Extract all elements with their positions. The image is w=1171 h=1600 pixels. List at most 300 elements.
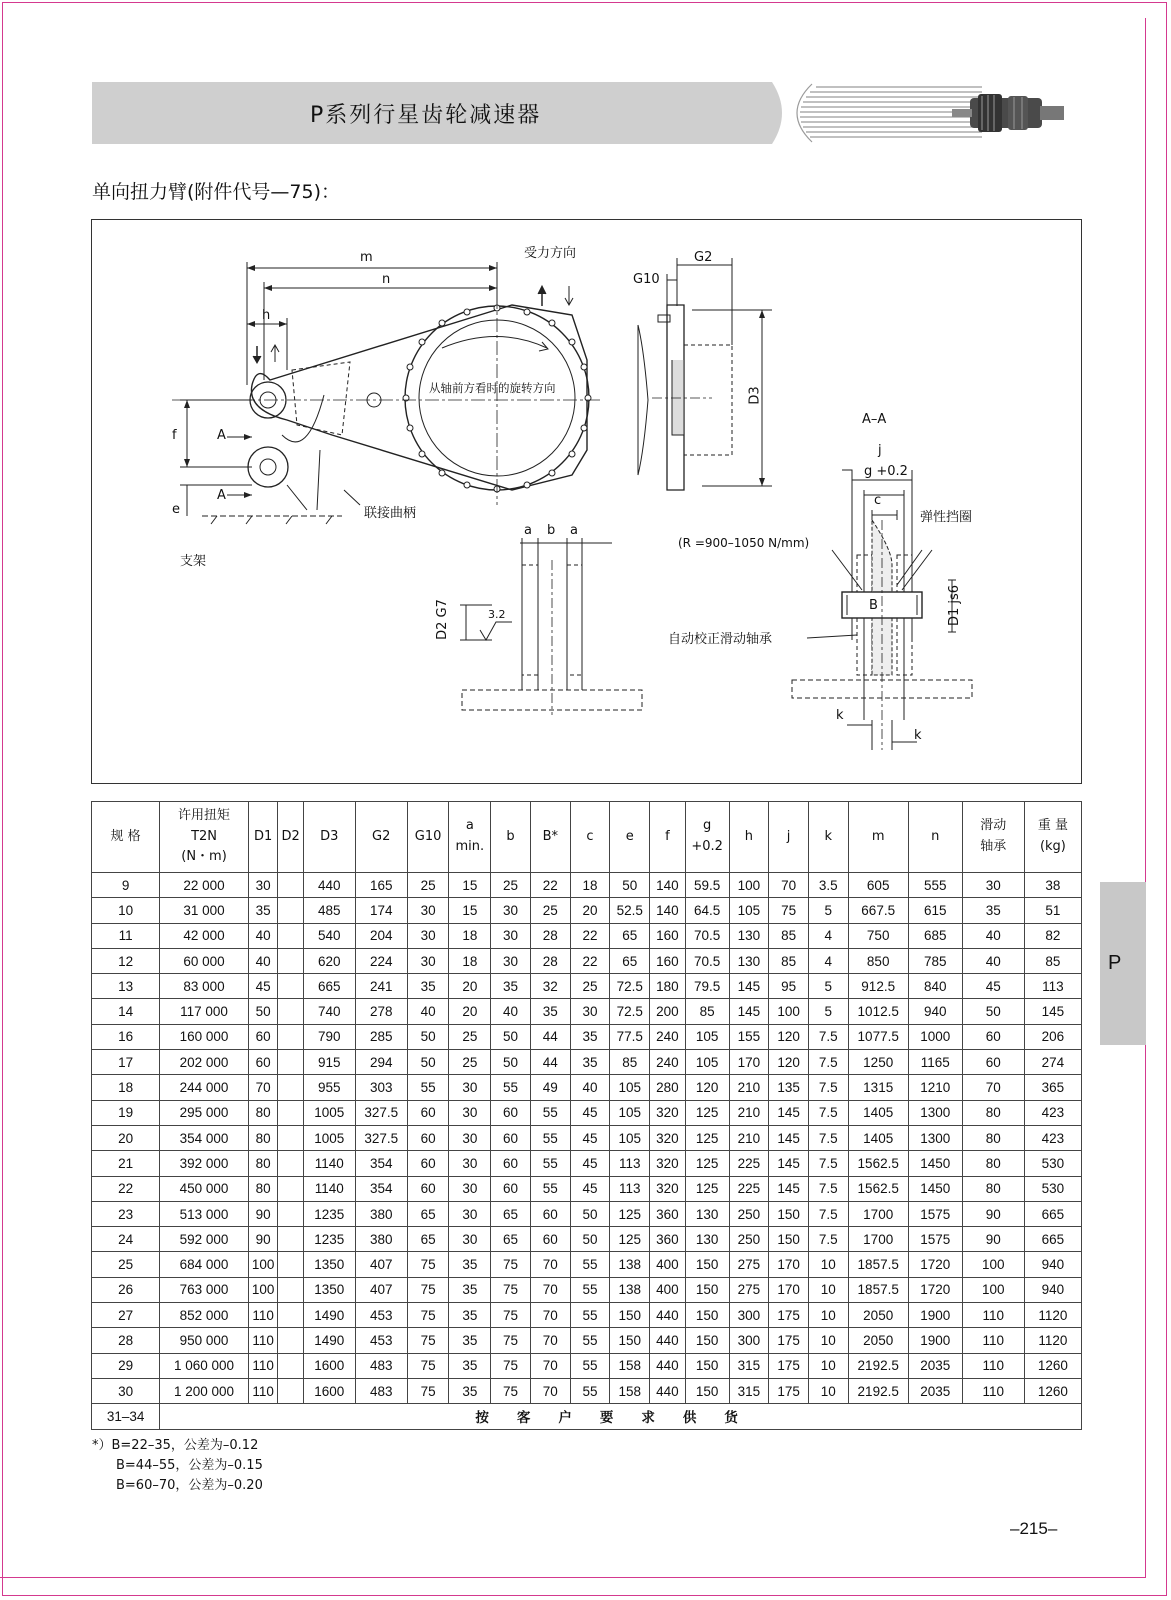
table-cell: 60 [491,1100,531,1125]
table-cell: 55 [570,1328,610,1353]
table-cell: 32 [530,974,570,999]
technical-drawing [91,219,1082,784]
table-cell: 174 [355,898,407,923]
force-direction-label: 受力方向 [524,246,577,261]
table-cell: 120 [685,1075,729,1100]
table-cell: 75 [407,1378,449,1403]
table-cell: 50 [610,873,650,898]
table-cell [278,1277,303,1302]
table-cell: 1562.5 [848,1176,908,1201]
table-cell: 1350 [303,1252,355,1277]
table-cell: 160 [650,948,686,973]
dim-j: j [878,443,882,458]
table-cell: 1210 [908,1075,962,1100]
table-cell: 40 [491,999,531,1024]
table-cell: 852 000 [160,1303,249,1328]
table-cell: 125 [685,1151,729,1176]
table-cell: 22 [570,923,610,948]
table-cell: 365 [1024,1075,1081,1100]
table-cell [278,1353,303,1378]
table-cell: 25 [570,974,610,999]
table-cell [278,1075,303,1100]
table-cell: 125 [685,1176,729,1201]
table-cell: 850 [848,948,908,973]
table-cell: 30 [570,999,610,1024]
table-cell: 125 [610,1227,650,1252]
table-cell: 1005 [303,1125,355,1150]
table-cell: 150 [685,1252,729,1277]
table-cell: 240 [650,1024,686,1049]
table-cell: 44 [530,1050,570,1075]
table-cell: 25 [449,1024,491,1049]
dim-e: e [172,502,180,517]
table-cell: 1490 [303,1303,355,1328]
table-cell: 5 [808,898,848,923]
table-cell: 300 [729,1328,769,1353]
table-cell: 85 [1024,948,1081,973]
table-cell: 785 [908,948,962,973]
table-cell: 24 [92,1227,160,1252]
table-cell: 80 [248,1100,278,1125]
table-cell: 35 [449,1252,491,1277]
table-cell: 22 [530,873,570,898]
table-cell: 175 [769,1328,809,1353]
table-cell: 483 [355,1353,407,1378]
table-cell: 25 [491,873,531,898]
table-cell: 1300 [908,1125,962,1150]
table-cell: 30 [407,948,449,973]
table-cell: 60 [407,1176,449,1201]
table-cell [278,1024,303,1049]
table-cell: 303 [355,1075,407,1100]
table-cell: 55 [570,1277,610,1302]
column-header: D2 [278,802,303,873]
table-cell: 11 [92,923,160,948]
table-cell: 105 [729,898,769,923]
table-cell [278,873,303,898]
table-cell: 55 [570,1252,610,1277]
table-cell: 19 [92,1100,160,1125]
table-cell: 1857.5 [848,1252,908,1277]
table-cell: 110 [248,1303,278,1328]
table-cell: 170 [769,1277,809,1302]
table-cell: 70.5 [685,923,729,948]
table-cell: 135 [769,1075,809,1100]
table-cell: 60 [248,1050,278,1075]
table-cell: 25 [92,1252,160,1277]
table-cell: 82 [1024,923,1081,948]
table-cell: 22 [570,948,610,973]
table-cell: 360 [650,1227,686,1252]
table-row [92,1378,1082,1403]
table-cell: 250 [729,1201,769,1226]
table-cell: 667.5 [848,898,908,923]
table-cell: 45 [248,974,278,999]
table-cell: 50 [570,1201,610,1226]
table-cell: 83 000 [160,974,249,999]
table-cell: 2035 [908,1378,962,1403]
table-cell: 40 [248,948,278,973]
table-cell: 1405 [848,1125,908,1150]
table-cell: 407 [355,1277,407,1302]
table-cell: 65 [610,948,650,973]
dim-d3: D3 [747,386,763,405]
table-cell [278,1176,303,1201]
table-cell: 210 [729,1125,769,1150]
table-cell: 10 [808,1378,848,1403]
dim-k-left: k [836,708,844,723]
column-header: n [908,802,962,873]
table-cell: 80 [248,1176,278,1201]
table-cell: 4 [808,923,848,948]
column-header: h [729,802,769,873]
table-cell: 75 [491,1252,531,1277]
table-cell: 65 [610,923,650,948]
table-cell: 30 [449,1075,491,1100]
table-cell: 1700 [848,1201,908,1226]
table-row [92,1201,1082,1226]
table-cell: 915 [303,1050,355,1075]
table-cell: 75 [407,1277,449,1302]
table-cell: 90 [962,1201,1024,1226]
table-cell: 35 [449,1353,491,1378]
table-row [92,1353,1082,1378]
table-cell: 85 [769,923,809,948]
table-cell: 40 [570,1075,610,1100]
table-row [92,1277,1082,1302]
table-cell: 52.5 [610,898,650,923]
table-cell: 1260 [1024,1353,1081,1378]
column-header: b [491,802,531,873]
table-cell: 30 [449,1125,491,1150]
table-cell: 42 000 [160,923,249,948]
table-cell: 327.5 [355,1125,407,1150]
table-cell: 145 [729,974,769,999]
table-cell: 14 [92,999,160,1024]
dim-g10: G10 [633,272,660,287]
table-cell: 16 [92,1024,160,1049]
table-cell: 55 [407,1075,449,1100]
table-cell: 60 [491,1125,531,1150]
dim-f: f [172,428,177,443]
table-row [92,1024,1082,1049]
table-cell: 275 [729,1252,769,1277]
table-cell: 40 [962,923,1024,948]
bearing-label: 自动校正滑动轴承 [668,632,773,647]
table-cell: 113 [1024,974,1081,999]
table-cell: 110 [962,1303,1024,1328]
table-cell: 35 [407,974,449,999]
table-cell: 18 [570,873,610,898]
table-cell: 315 [729,1353,769,1378]
table-cell: 1720 [908,1277,962,1302]
section-subtitle: 单向扭力臂(附件代号—75)： [92,181,341,203]
table-cell: 80 [248,1151,278,1176]
table-cell: 130 [685,1227,729,1252]
table-cell: 592 000 [160,1227,249,1252]
table-cell: 160 [650,923,686,948]
table-cell: 55 [570,1303,610,1328]
section-mark-bottom: A [217,488,226,503]
table-cell: 170 [769,1252,809,1277]
table-row [92,1328,1082,1353]
dim-a-left: a [524,523,532,538]
dim-g: g +0.2 [864,464,908,479]
drawing-svg [92,220,1083,785]
table-cell: 244 000 [160,1075,249,1100]
table-cell: 110 [962,1353,1024,1378]
table-cell: 150 [685,1378,729,1403]
table-cell [278,1328,303,1353]
table-cell: 615 [908,898,962,923]
table-cell: 25 [449,1050,491,1075]
table-cell: 620 [303,948,355,973]
table-cell: 278 [355,999,407,1024]
table-cell: 150 [685,1303,729,1328]
table-cell: 453 [355,1303,407,1328]
table-cell: 240 [650,1050,686,1075]
table-cell: 125 [685,1100,729,1125]
table-cell: 35 [449,1277,491,1302]
table-cell: 79.5 [685,974,729,999]
table-cell: 7.5 [808,1201,848,1226]
column-header: k [808,802,848,873]
table-cell: 1000 [908,1024,962,1049]
table-cell: 30 [449,1176,491,1201]
table-cell: 940 [1024,1277,1081,1302]
table-cell: 315 [729,1378,769,1403]
table-cell: 138 [610,1277,650,1302]
table-cell: 665 [1024,1201,1081,1226]
table-cell: 530 [1024,1151,1081,1176]
table-cell: 59.5 [685,873,729,898]
table-cell: 1720 [908,1252,962,1277]
table-cell: 1012.5 [848,999,908,1024]
table-cell: 60 [962,1050,1024,1075]
table-cell: 40 [407,999,449,1024]
table-cell: 35 [449,1328,491,1353]
table-cell: 225 [729,1176,769,1201]
table-cell: 25 [407,873,449,898]
table-cell: 45 [570,1125,610,1150]
table-cell: 38 [1024,873,1081,898]
table-cell: 180 [650,974,686,999]
table-cell: 130 [729,948,769,973]
table-cell: 20 [449,974,491,999]
table-cell: 165 [355,873,407,898]
table-cell: 35 [449,1303,491,1328]
table-cell: 117 000 [160,999,249,1024]
table-cell: 400 [650,1277,686,1302]
table-cell: 485 [303,898,355,923]
table-cell: 35 [530,999,570,1024]
table-cell: 7.5 [808,1100,848,1125]
table-cell: 1900 [908,1303,962,1328]
table-cell: 5 [808,999,848,1024]
table-row [92,974,1082,999]
table-cell: 90 [962,1227,1024,1252]
table-cell: 25 [530,898,570,923]
table-cell: 7.5 [808,1176,848,1201]
table-cell: 160 000 [160,1024,249,1049]
dim-b: b [547,523,556,538]
table-cell: 320 [650,1100,686,1125]
roughness-label: 3.2 [488,608,506,621]
column-header: j [769,802,809,873]
on-request-note: 按客户要求供货 [160,1404,1082,1429]
table-cell: 1700 [848,1227,908,1252]
table-cell: 145 [1024,999,1081,1024]
table-row [92,1176,1082,1201]
table-cell: 1300 [908,1100,962,1125]
table-cell: 1315 [848,1075,908,1100]
table-cell: 70 [769,873,809,898]
table-cell: 440 [303,873,355,898]
table-cell: 28 [92,1328,160,1353]
table-cell: 75 [491,1303,531,1328]
table-cell: 440 [650,1328,686,1353]
table-cell: 50 [962,999,1024,1024]
table-cell: 1562.5 [848,1151,908,1176]
table-row [92,1100,1082,1125]
table-cell: 75 [491,1328,531,1353]
table-cell: 125 [685,1125,729,1150]
table-cell: 18 [449,923,491,948]
table-cell: 75 [491,1277,531,1302]
table-cell [278,1303,303,1328]
table-cell: 12 [92,948,160,973]
table-cell: 18 [92,1075,160,1100]
dim-k-right: k [914,728,922,743]
table-cell: 7.5 [808,1151,848,1176]
page-title: P系列行星齿轮减速器 [310,103,542,128]
table-cell: 20 [92,1125,160,1150]
table-cell: 120 [769,1050,809,1075]
table-row [92,999,1082,1024]
table-cell: 354 [355,1176,407,1201]
table-cell: 55 [530,1151,570,1176]
table-cell: 225 [729,1151,769,1176]
table-cell: 65 [491,1227,531,1252]
table-cell: 327.5 [355,1100,407,1125]
table-cell: 400 [650,1252,686,1277]
table-cell: 60 000 [160,948,249,973]
table-cell: 23 [92,1201,160,1226]
table-cell [278,1378,303,1403]
table-cell: 105 [685,1050,729,1075]
table-cell: 75 [491,1378,531,1403]
table-cell: 80 [248,1125,278,1150]
table-cell: 30 [92,1378,160,1403]
table-cell: 30 [248,873,278,898]
table-cell: 224 [355,948,407,973]
table-cell: 55 [570,1353,610,1378]
table-cell: 30 [449,1100,491,1125]
table-cell: 50 [570,1227,610,1252]
table-cell: 60 [407,1100,449,1125]
table-cell: 85 [685,999,729,1024]
column-header: e [610,802,650,873]
table-row [92,873,1082,898]
table-cell: 35 [570,1024,610,1049]
support-label: 支架 [180,554,207,569]
table-cell: 60 [530,1227,570,1252]
table-cell: 175 [769,1378,809,1403]
table-cell: 513 000 [160,1201,249,1226]
table-cell: 75 [769,898,809,923]
table-cell: 150 [610,1328,650,1353]
side-tab [1100,882,1146,1045]
table-cell: 145 [769,1151,809,1176]
table-row-last [92,1404,1082,1429]
table-cell: 17 [92,1050,160,1075]
table-cell: 50 [491,1024,531,1049]
table-cell: 100 [769,999,809,1024]
table-cell: 65 [407,1227,449,1252]
table-cell: 300 [729,1303,769,1328]
table-cell: 790 [303,1024,355,1049]
table-cell: 35 [248,898,278,923]
column-header: 重 量 (kg) [1024,802,1081,873]
column-header: 滑动 轴承 [962,802,1024,873]
table-cell: 22 [92,1176,160,1201]
table-cell: 740 [303,999,355,1024]
table-cell: 90 [248,1201,278,1226]
table-cell: 55 [491,1075,531,1100]
table-cell: 35 [449,1378,491,1403]
table-cell: 72.5 [610,974,650,999]
column-header: G2 [355,802,407,873]
table-cell: 55 [530,1125,570,1150]
dim-a-right: a [570,523,578,538]
table-cell: 75 [491,1353,531,1378]
table-cell: 110 [248,1328,278,1353]
table-cell: 685 [908,923,962,948]
dim-h: h [262,308,271,323]
table-row [92,1151,1082,1176]
table-cell [278,1100,303,1125]
table-cell: 483 [355,1378,407,1403]
table-cell: 2050 [848,1328,908,1353]
table-cell: 28 [530,923,570,948]
table-row [92,948,1082,973]
dim-d1js6: D1 js6 [947,584,963,627]
table-cell: 940 [1024,1252,1081,1277]
table-cell: 60 [530,1201,570,1226]
table-cell: 75 [407,1328,449,1353]
table-cell: 7.5 [808,1227,848,1252]
column-header: a min. [449,802,491,873]
section-aa-title: A–A [862,412,887,427]
table-cell: 72.5 [610,999,650,1024]
table-cell: 30 [491,923,531,948]
table-cell [278,1227,303,1252]
dim-g2: G2 [694,250,713,265]
table-cell: 22 000 [160,873,249,898]
table-cell: 1120 [1024,1328,1081,1353]
table-cell: 354 000 [160,1125,249,1150]
table-cell: 665 [303,974,355,999]
table-cell: 204 [355,923,407,948]
table-cell [278,1201,303,1226]
dim-b-pin: B [869,598,878,613]
footnote-line: *）B=22–35，公差为–0.12 [92,1438,259,1453]
table-cell: 175 [769,1353,809,1378]
table-cell: 750 [848,923,908,948]
table-cell: 1350 [303,1277,355,1302]
table-cell: 75 [407,1303,449,1328]
table-cell: 105 [610,1100,650,1125]
